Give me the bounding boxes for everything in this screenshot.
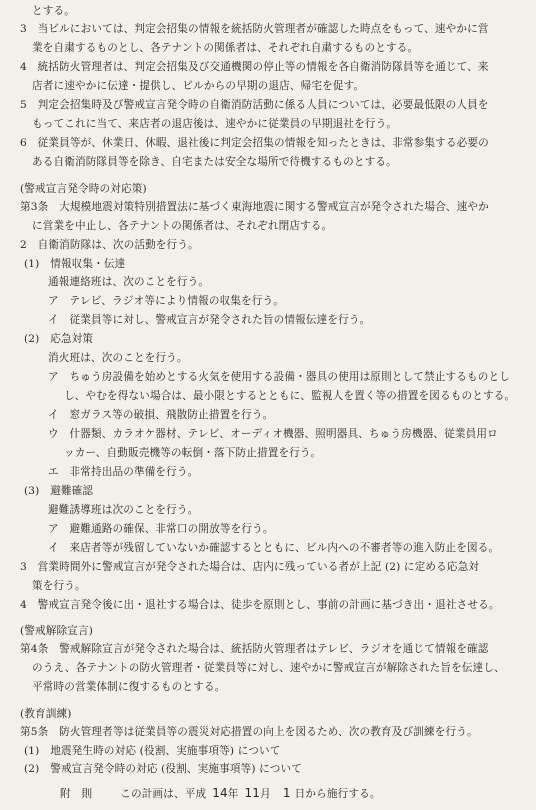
handwritten-day: 1	[282, 786, 291, 800]
text-line: (3) 避難確認	[24, 485, 94, 497]
text-line: とする。	[32, 5, 75, 17]
text-line: し、やむを得ない場合は、最小限とするとともに、監視人を置く等の措置を図るものとする。	[64, 390, 516, 402]
text-line: イ 窓ガラス等の破損、飛散防止措置を行う。	[48, 409, 274, 421]
text-line: ア ちゅう房設備を始めとする火気を使用する設備・器具の使用は原則として禁止するものとし	[48, 371, 510, 383]
footer-text-post: 日から施行する。	[294, 788, 381, 800]
text-line: 3 営業時間外に警戒宣言が発令された場合は、店内に残っている者が上記 (2) に定める応急対	[20, 561, 480, 573]
text-line: 4 統括防火管理者は、判定会招集及び交通機関の停止等の情報を各自衛消防隊員等を通じて、来	[20, 61, 489, 73]
footer-text-pre: この計画は、平成	[120, 788, 207, 800]
text-line: 5 判定会招集時及び警戒宣言発令時の自衛消防活動に係る人員については、必要最低限の人員を	[20, 99, 489, 111]
text-line: 平常時の営業体制に復するものとする。	[32, 681, 226, 693]
text-line: ある自衛消防隊員等を除き、自宅または安全な場所で待機するものとする。	[32, 156, 397, 168]
text-line: 通報連絡班は、次のことを行う。	[48, 276, 210, 288]
text-line: に営業を中止し、各テナントの関係者は、それぞれ閉店する。	[32, 220, 333, 232]
handwritten-year: 14	[212, 786, 228, 800]
text-line: 第5条 防火管理者等は従業員等の震災対応措置の向上を図るため、次の教育及び訓練を行う。	[20, 726, 478, 738]
handwritten-month: 11	[244, 786, 261, 800]
text-line: 店者に速やかに伝達・提供し、ビルからの早期の退店、帰宅を促す。	[32, 80, 365, 92]
text-line: (1) 地震発生時の対応 (役割、実施事項等) について	[24, 745, 281, 757]
text-line: 策を行う。	[32, 580, 86, 592]
text-line: 消火班は、次のことを行う。	[48, 352, 188, 364]
text-line: 業を自粛するものとし、各テナントの関係者は、それぞれ自粛するものとする。	[32, 42, 419, 54]
text-line: 第3条 大規模地震対策特別措置法に基づく東海地震に関する警戒宣言が発令された場合、速やか	[20, 201, 489, 213]
text-line: (2) 警戒宣言発令時の対応 (役割、実施事項等) について	[24, 763, 302, 775]
text-line: (2) 応急対策	[24, 333, 94, 345]
section-heading: (警戒宣言発令時の対応策)	[20, 183, 147, 195]
text-line: エ 非常持出品の準備を行う。	[48, 466, 199, 478]
footer-year-unit: 年	[227, 788, 239, 800]
text-line: 2 自衛消防隊は、次の活動を行う。	[20, 239, 199, 251]
text-line: ウ 什器類、カラオケ器材、テレビ、オーディオ機器、照明器具、ちゅう房機器、従業員用ロ	[48, 428, 498, 440]
footer-supplementary	[60, 786, 381, 801]
text-line: もってこれに当て、来店者の退店後は、速やかに従業員の早期退社を行う。	[32, 118, 398, 130]
text-line: 6 従業員等が、休業日、休暇、退社後に判定会招集の情報を知ったときは、非常参集する必要の	[20, 137, 489, 149]
text-line: (1) 情報収集・伝達	[24, 258, 126, 270]
text-line: 4 警戒宣言発令後に出・退社する場合は、徒歩を原則とし、事前の計画に基づき出・退社させる。	[20, 599, 500, 611]
text-line: ア テレビ、ラジオ等により情報の収集を行う。	[48, 295, 285, 307]
text-line: イ 従業員等に対し、警戒宣言が発令された旨の情報伝達を行う。	[48, 314, 371, 326]
text-line: 第4条 警戒解除宣言が発令された場合は、統括防火管理者はテレビ、ラジオを通じて情報を確認	[20, 643, 489, 655]
footer-month-unit: 月	[260, 788, 271, 800]
text-line: ッカー、自動販売機等の転倒・落下防止措置を行う。	[64, 447, 322, 459]
section-heading: (警戒解除宣言)	[20, 625, 94, 637]
text-line: ア 避難通路の確保、非常口の開放等を行う。	[48, 523, 274, 535]
text-line: のうえ、各テナントの防火管理者・従業員等に対し、速やかに警戒宣言が解除された旨を伝達し、	[32, 662, 505, 674]
section-heading: (教育訓練)	[20, 708, 72, 720]
footer-label: 附 則	[60, 788, 93, 800]
text-line: イ 来店者等が残留していないか確認するとともに、ビル内への不審者等の進入防止を図る。	[48, 542, 500, 554]
text-line: 避難誘導班は次のことを行う。	[48, 504, 199, 516]
text-line: 3 当ビルにおいては、判定会招集の情報を統括防火管理者が確認した時点をもって、速やかに営	[20, 23, 489, 35]
